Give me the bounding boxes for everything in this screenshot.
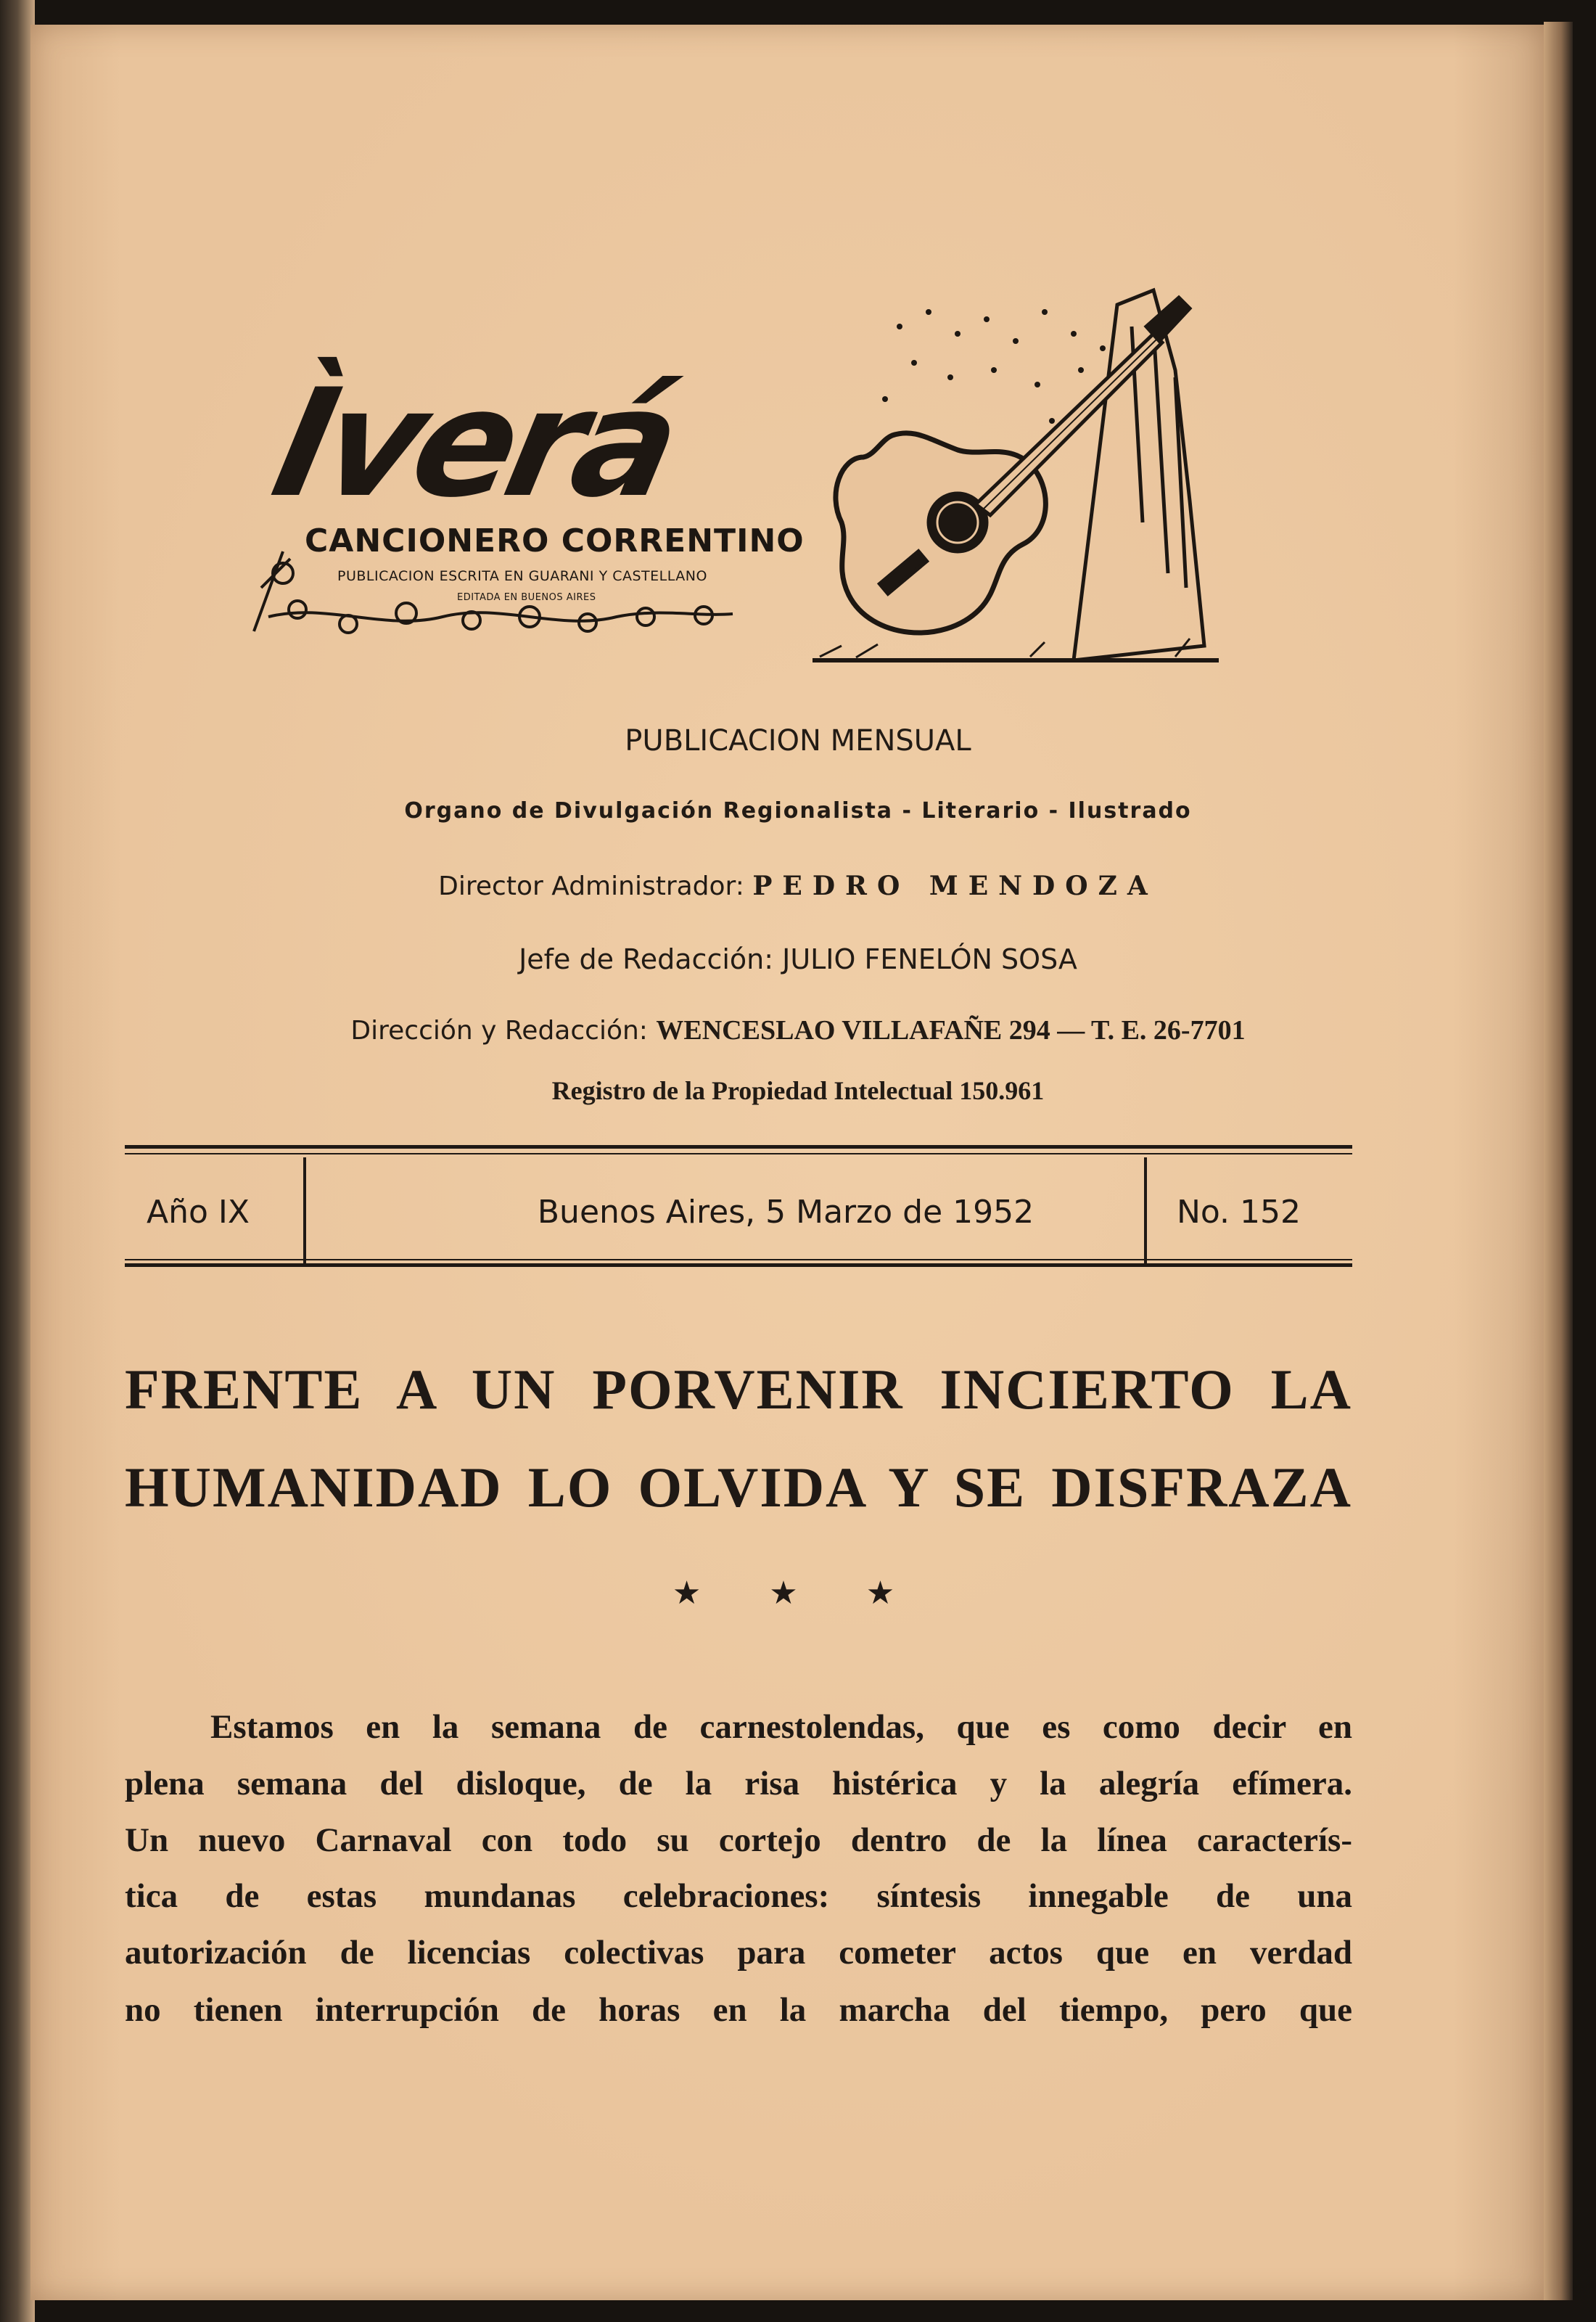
book-binding — [0, 0, 35, 2322]
masthead — [218, 283, 1248, 689]
page-edge — [1544, 22, 1573, 2300]
organ-description: Organo de Divulgación Regionalista - Literario - Ilustrado — [404, 798, 1192, 824]
body-line: autorización de licencias colectivas para cometer actos que en verdad — [125, 1934, 1352, 1972]
issue-bar — [125, 1157, 1352, 1266]
issue-number: No. 152 — [1177, 1193, 1301, 1231]
body-line: no tienen interrupción de horas en la marcha del tiempo, pero que — [125, 1991, 1352, 2029]
bottom-rule-thin — [125, 1259, 1352, 1260]
ornament-stars: ★ ★ ★ — [672, 1575, 924, 1612]
director-name: PEDRO MENDOZA — [752, 871, 1158, 901]
registry-line: Registro de la Propiedad Intelectual 150.961 — [551, 1076, 1045, 1105]
logo: Ìverá — [260, 358, 688, 530]
address-line — [0, 1014, 1596, 1046]
address-label: Dirección y Redacción: — [350, 1016, 648, 1046]
address-value: WENCESLAO VILLAFAÑE 294 — T. E. 26-7701 — [656, 1015, 1246, 1046]
body-line: Un nuevo Carnaval con todo su cortejo dentro de la línea caracterís- — [125, 1821, 1352, 1859]
bottom-rule — [125, 1263, 1352, 1267]
headline-line-2: HUMANIDAD LO OLVIDA Y SE DISFRAZA — [125, 1456, 1352, 1519]
director-label: Director Administrador: — [438, 871, 744, 901]
issue-place-date: Buenos Aires, 5 Marzo de 1952 — [537, 1193, 1034, 1231]
chief-editor: Jefe de Redacción: JULIO FENELÓN SOSA — [519, 943, 1077, 975]
masthead-tagline: PUBLICACION ESCRITA EN GUARANI Y CASTELLANO — [337, 568, 707, 584]
masthead-edition: EDITADA EN BUENOS AIRES — [457, 592, 596, 603]
flower-garland-icon — [239, 544, 747, 646]
body-line: plena semana del disloque, de la risa histérica y la alegría efímera. — [125, 1765, 1352, 1802]
guitar-illustration-icon — [813, 283, 1219, 675]
body-line: tica de estas mundanas celebraciones: síntesis innegable de una — [125, 1877, 1352, 1915]
divider — [1144, 1157, 1147, 1266]
top-rule-thin — [125, 1153, 1352, 1154]
top-rule — [125, 1145, 1352, 1149]
issue-year: Año IX — [147, 1193, 250, 1231]
publication-frequency: PUBLICACION MENSUAL — [625, 724, 971, 758]
director-line — [0, 871, 1596, 901]
headline-line-1: FRENTE A UN PORVENIR INCIERTO LA — [125, 1358, 1352, 1421]
body-line: Estamos en la semana de carnestolendas, que es como decir en — [210, 1708, 1352, 1746]
masthead-subtitle: CANCIONERO CORRENTINO — [305, 522, 805, 559]
